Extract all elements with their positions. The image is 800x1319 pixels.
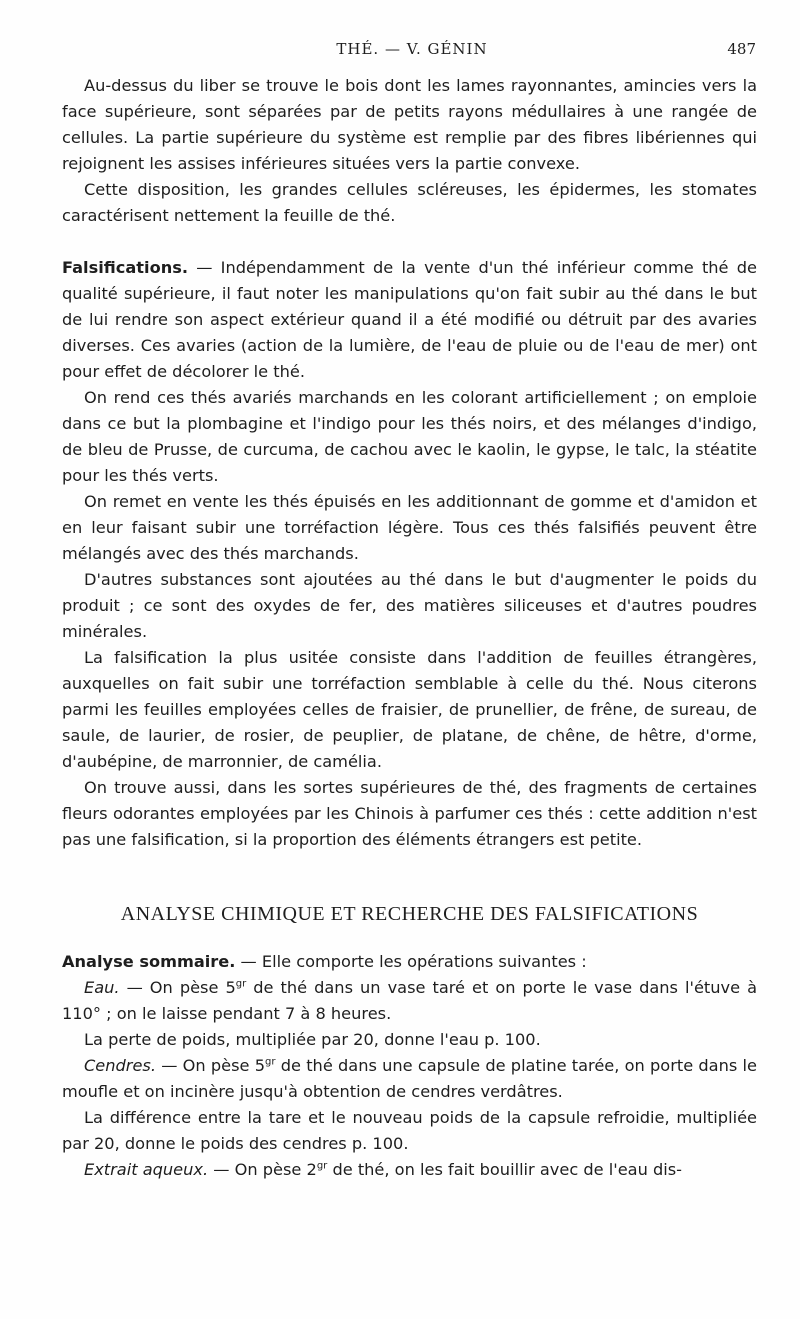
analyse-intro-text: — Elle comporte les opérations suivantes : <box>235 952 587 971</box>
analyse-intro-paragraph <box>62 949 757 975</box>
page-number: 487 <box>727 40 756 58</box>
paragraph: D'autres substances sont ajoutées au thé dans le but d'augmenter le poids du produit ; ce sont des oxydes de fer, des matières siliceuses et d'autres poudres minérales. <box>62 570 757 641</box>
paragraph: On rend ces thés avariés marchands en les colorant artificiellement ; on emploie dans ce but la plombagine et l'indigo pour les thés noirs, et des mélanges d'indigo, de bleu de Prusse, de curcuma, de cachou avec le kaolin, le gypse, le talc, la stéatite pour les thés verts. <box>62 388 757 485</box>
cendres-text-cont: de thé dans une capsule de platine tarée, on porte dans le moufle et on incinère jusqu'à obtention de cendres verdâtres. <box>62 1056 757 1101</box>
analyse-heading: Analyse sommaire. <box>62 952 236 971</box>
extrait-text: — On pèse 2 <box>208 1160 317 1179</box>
section-title: ANALYSE CHIMIQUE ET RECHERCHE DES FALSIFICATIONS <box>120 903 699 925</box>
running-title: THÉ. — V. GÉNIN <box>336 40 488 58</box>
paragraph: La perte de poids, multipliée par 20, donne l'eau p. 100. <box>84 1030 541 1049</box>
body-text <box>62 73 757 1183</box>
eau-paragraph <box>62 975 757 1027</box>
page-header <box>62 40 762 62</box>
extrait-text-cont: de thé, on les fait bouillir avec de l'eau dis- <box>327 1160 683 1179</box>
eau-label: Eau. <box>84 978 120 997</box>
gram-unit: gr <box>265 1056 276 1068</box>
paragraph: On remet en vente les thés épuisés en les additionnant de gomme et d'amidon et en leur faisant subir une torréfaction légère. Tous ces thés falsifiés peuvent être mélangés avec des thés marchands. <box>62 492 757 563</box>
gram-unit: gr <box>235 978 247 990</box>
falsifications-heading: Falsifications. <box>62 258 188 277</box>
paragraph: On trouve aussi, dans les sortes supérieures de thé, des fragments de certaines fleurs odorantes employées par les Chinois à parfumer ces thés : cette addition n'est pas une falsification, si la proportion des éléments étrangers est petite. <box>62 778 757 849</box>
extrait-label: Extrait aqueux. <box>84 1160 209 1179</box>
cendres-label: Cendres. <box>84 1056 156 1075</box>
extrait-paragraph <box>62 1157 757 1183</box>
falsifications-intro-paragraph <box>62 255 757 385</box>
falsifications-intro-text: — Indépendamment de la vente d'un thé inférieur comme thé de qualité supérieure, il faut noter les manipulations qu'on fait subir au thé dans le but de lui rendre son aspect extérieur quand il a été modifié ou détruit par des avaries diverses. Ces avaries (action de la lumière, de l'eau de pluie ou de l'eau de mer) ont pour effet de décolorer le thé. <box>62 258 757 381</box>
cendres-paragraph <box>62 1053 757 1105</box>
paragraph: La différence entre la tare et le nouveau poids de la capsule refroidie, multipliée par 20, donne le poids des cendres p. 100. <box>62 1108 757 1153</box>
eau-text-cont: de thé dans un vase taré et on porte le vase dans l'étuve à 110° ; on le laisse pendant 7 à 8 heures. <box>62 978 758 1023</box>
paragraph: La falsification la plus usitée consiste dans l'addition de feuilles étrangères, auxquelles on fait subir une torréfaction semblable à celle du thé. Nous citerons parmi les feuilles employées celles de fraisier, de prunellier, de frêne, de sureau, de saule, de laurier, de rosier, de peuplier, de platane, de chêne, de hêtre, d'orme, d'aubépine, de marronnier, de camélia. <box>62 648 757 771</box>
cendres-text: — On pèse 5 <box>156 1056 266 1075</box>
gram-unit: gr <box>316 1160 328 1172</box>
paragraph: Au-dessus du liber se trouve le bois dont les lames rayonnantes, amincies vers la face supérieure, sont séparées par de petits rayons médullaires à une rangée de cellules. La partie supérieure du système est remplie par des fibres libériennes qui rejoignent les assises inférieures situées vers la partie convexe. <box>62 76 757 173</box>
eau-text: — On pèse 5 <box>119 978 236 997</box>
paragraph: Cette disposition, les grandes cellules scléreuses, les épidermes, les stomates caractérisent nettement la feuille de thé. <box>62 180 757 225</box>
